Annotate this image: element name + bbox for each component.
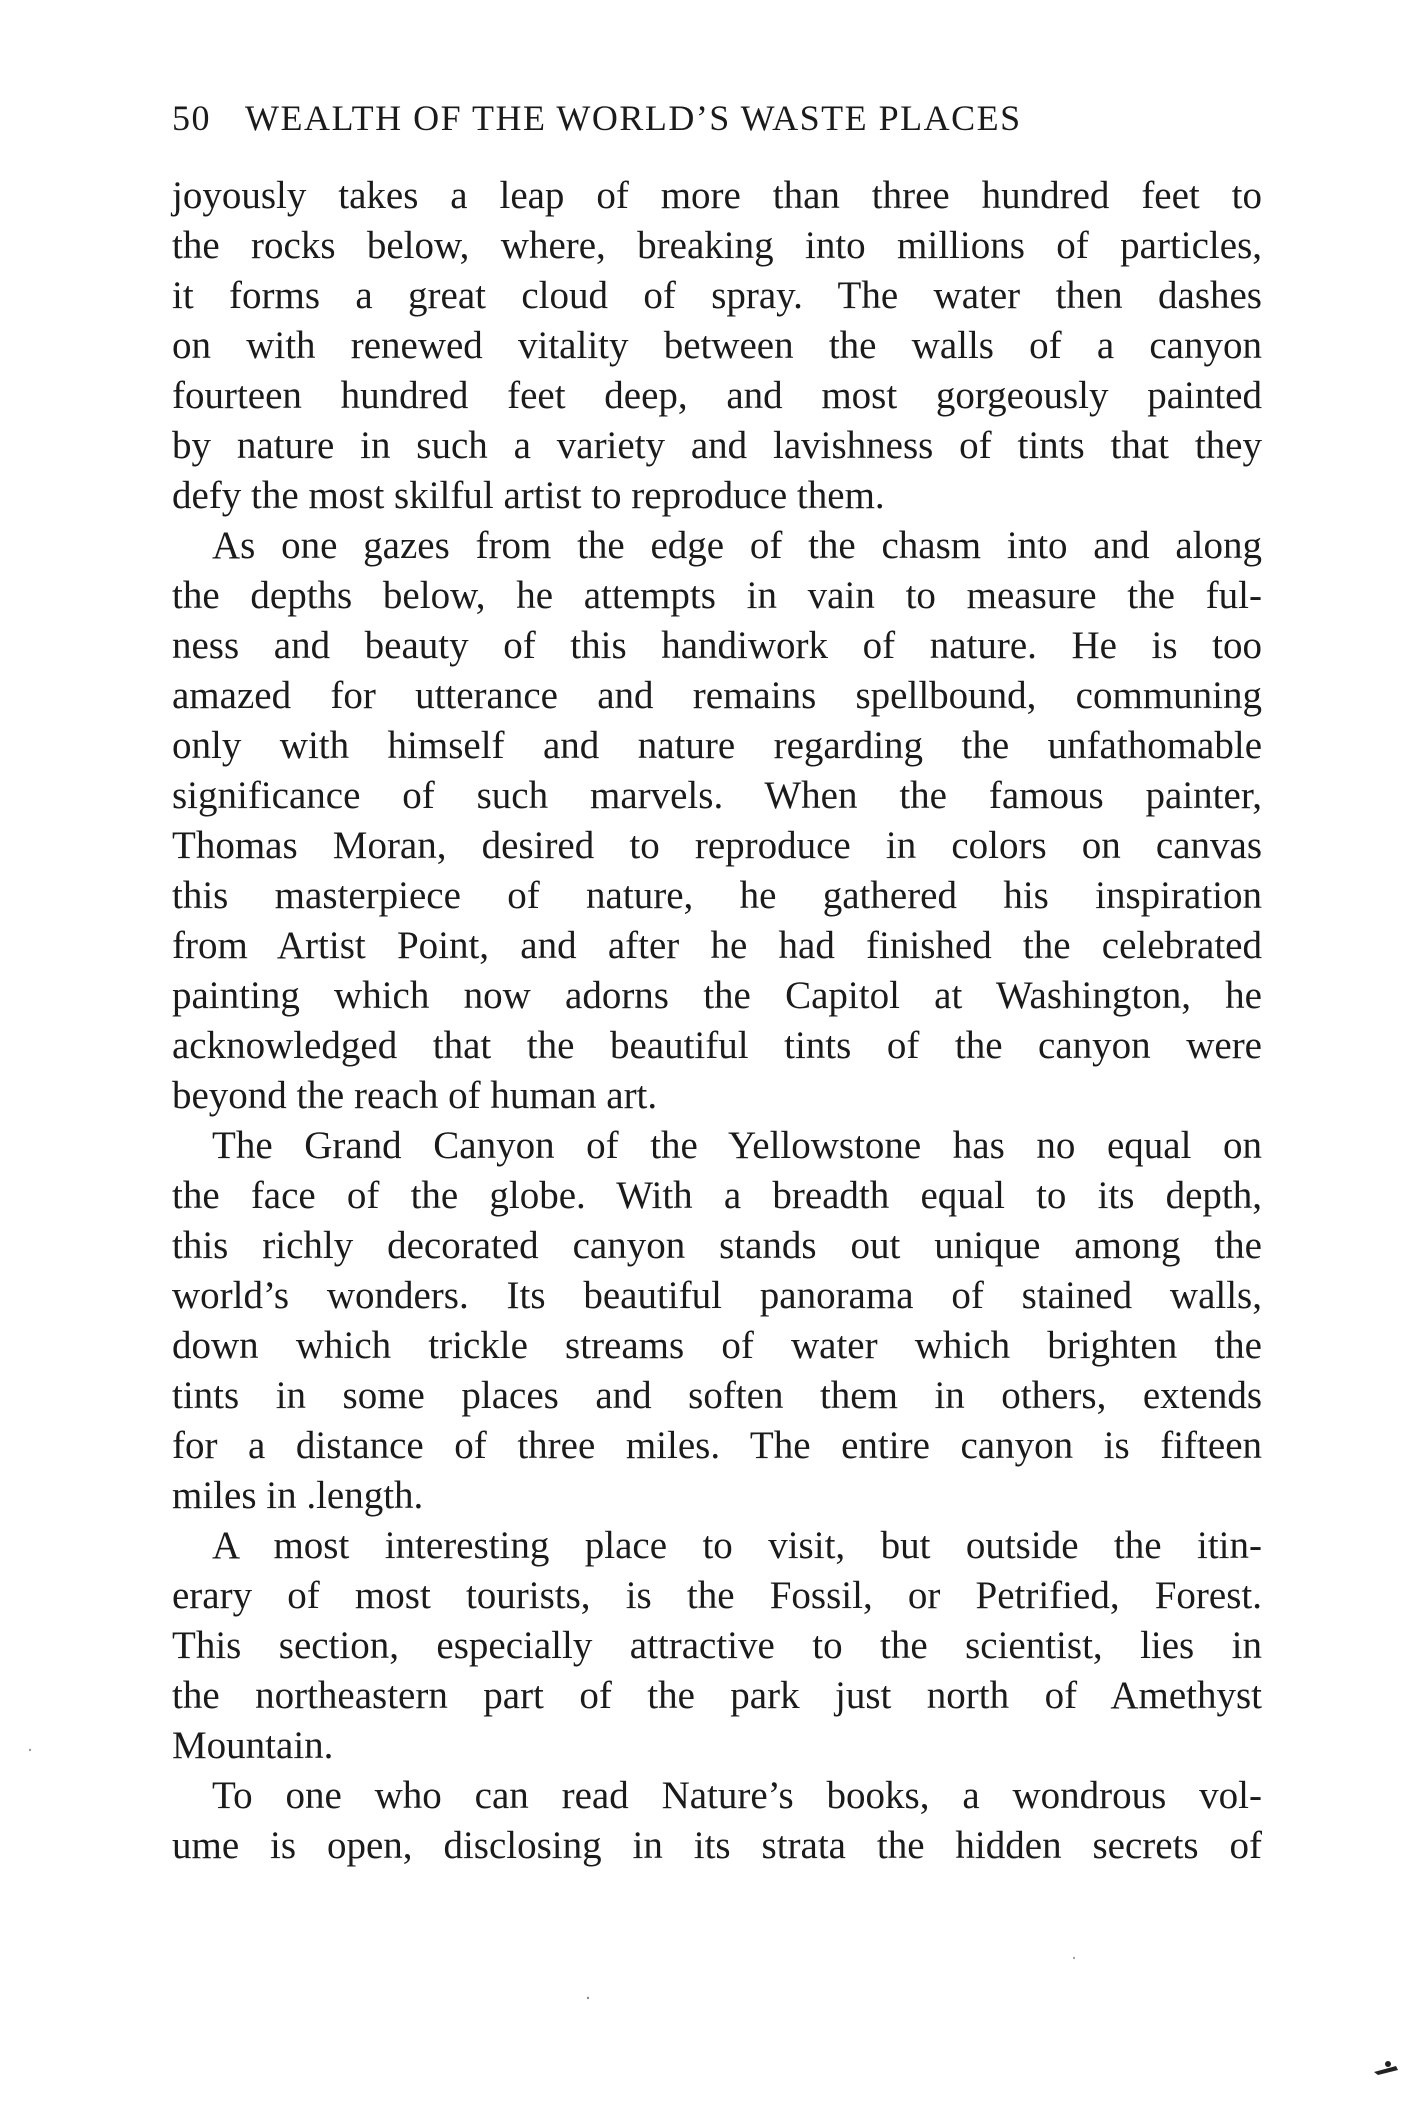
text-line: the depths below, he attempts in vain to measure the ful- xyxy=(172,574,1262,617)
ink-speck xyxy=(1385,2061,1391,2067)
text-line: the northeastern part of the park just north of Amethyst xyxy=(172,1674,1262,1717)
text-line: only with himself and nature regarding the unfathomable xyxy=(172,724,1262,767)
text-line: ume is open, disclosing in its strata the hidden secrets of xyxy=(172,1824,1262,1867)
text-line: fourteen hundred feet deep, and most gorgeously painted xyxy=(172,374,1262,417)
text-line: for a distance of three miles. The entire canyon is fifteen xyxy=(172,1424,1262,1467)
text-line: erary of most tourists, is the Fossil, or Petrified, Forest. xyxy=(172,1574,1262,1617)
text-line: A most interesting place to visit, but outside the itin- xyxy=(212,1524,1262,1567)
text-line: Mountain. xyxy=(172,1724,334,1767)
text-line: significance of such marvels. When the famous painter, xyxy=(172,774,1262,817)
text-line: As one gazes from the edge of the chasm into and along xyxy=(212,524,1262,567)
text-line: acknowledged that the beautiful tints of the canyon were xyxy=(172,1024,1262,1067)
text-line: on with renewed vitality between the walls of a canyon xyxy=(172,324,1262,367)
dust-speck xyxy=(1073,1957,1075,1959)
text-line: To one who can read Nature’s books, a wondrous vol- xyxy=(212,1774,1262,1817)
text-line: it forms a great cloud of spray. The water then dashes xyxy=(172,274,1262,317)
text-line: by nature in such a variety and lavishness of tints that they xyxy=(172,424,1262,467)
text-line: down which trickle streams of water which brighten the xyxy=(172,1324,1262,1367)
text-line: amazed for utterance and remains spellbound, communing xyxy=(172,674,1262,717)
text-line: from Artist Point, and after he had finished the celebrated xyxy=(172,924,1262,967)
text-line: The Grand Canyon of the Yellowstone has no equal on xyxy=(212,1124,1262,1167)
text-line: this masterpiece of nature, he gathered his inspiration xyxy=(172,874,1262,917)
text-line: tints in some places and soften them in others, extends xyxy=(172,1374,1262,1417)
dust-speck xyxy=(29,1749,31,1751)
text-line: Thomas Moran, desired to reproduce in colors on canvas xyxy=(172,824,1262,867)
text-line: beyond the reach of human art. xyxy=(172,1074,658,1117)
text-line: ness and beauty of this handiwork of nature. He is too xyxy=(172,624,1262,667)
text-line: joyously takes a leap of more than three hundred feet to xyxy=(172,174,1262,217)
page-number: 50 xyxy=(172,98,211,138)
text-line: miles in .length. xyxy=(172,1474,424,1517)
ink-mark xyxy=(1374,2066,1398,2075)
text-line: the face of the globe. With a breadth equal to its depth, xyxy=(172,1174,1262,1217)
text-line: defy the most skilful artist to reproduce them. xyxy=(172,474,885,517)
dust-speck xyxy=(587,1997,589,1999)
text-line: painting which now adorns the Capitol at Washington, he xyxy=(172,974,1262,1017)
text-line: This section, especially attractive to the scientist, lies in xyxy=(172,1624,1262,1667)
text-line: this richly decorated canyon stands out unique among the xyxy=(172,1224,1262,1267)
text-line: the rocks below, where, breaking into millions of particles, xyxy=(172,224,1262,267)
running-title: WEALTH OF THE WORLD’S WASTE PLACES xyxy=(245,98,1022,138)
text-line: world’s wonders. Its beautiful panorama of stained walls, xyxy=(172,1274,1262,1317)
